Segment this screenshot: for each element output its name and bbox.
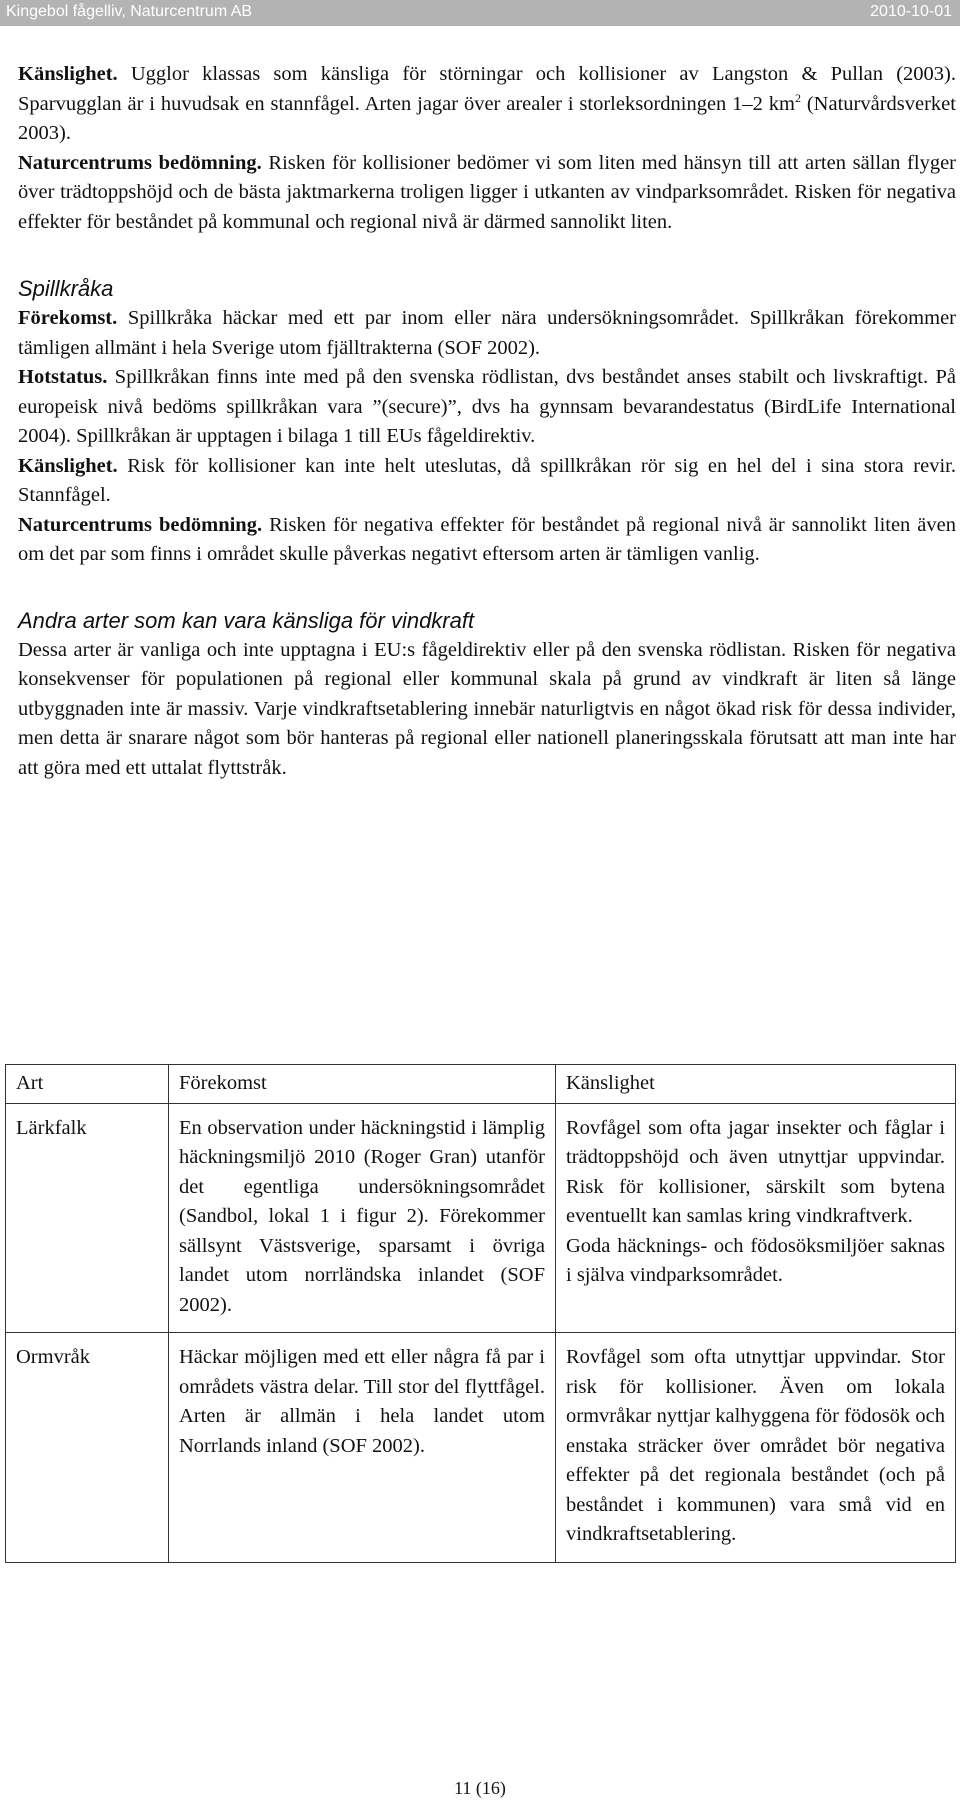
paragraph-forekomst <box>18 304 956 363</box>
paragraph-kanslighet-sparvuggla <box>18 60 956 149</box>
cell-forekomst: Häckar möjligen med ett eller några få par i områdets västra delar. Till stor del flyttfågel. Arten är allmän i hela landet utom Norrlands inland (SOF 2002). <box>169 1333 556 1563</box>
heading-spillkraka: Spillkråka <box>18 276 114 301</box>
cell-art: Lärkfalk <box>6 1103 169 1333</box>
table-header-row <box>6 1065 956 1104</box>
header-title: Kingebol fågelliv, Naturcentrum AB <box>6 3 253 20</box>
text-hotstatus: Spillkråkan finns inte med på den svenska rödlistan, dvs beståndet anses stabilt och livskraftigt. På europeisk nivå bedöms spillkråkan vara ”(secure)”, dvs ha gynnsam bevarandestatus (BirdLife International 2004). Spillkråkan är upptagen i bilaga 1 till EUs fågeldirektiv. <box>18 366 956 447</box>
cell-art: Ormvråk <box>6 1333 169 1563</box>
heading-andra-arter: Andra arter som kan vara känsliga för vindkraft <box>18 607 475 633</box>
text-kanslighet-2: Risk för kollisioner kan inte helt uteslutas, då spillkråkan rör sig en hel del i sina stora revir. Stannfågel. <box>18 454 956 506</box>
cell-kanslighet-part-2: Goda häcknings- och födosöksmiljöer saknas i själva vindparksområdet. <box>566 1234 945 1286</box>
text-kanslighet: Ugglor klassas som känsliga för störningar och kollisioner av Langston & Pullan (2003). Sparvugglan är i huvudsak en stannfågel. Arten jagar över arealer i storleksordningen 1–2 km <box>18 63 956 115</box>
cell-kanslighet <box>556 1103 956 1333</box>
superscript-2: 2 <box>794 90 801 105</box>
table-row <box>6 1103 956 1333</box>
column-header-forekomst: Förekomst <box>169 1065 556 1104</box>
cell-kanslighet: Rovfågel som ofta utnyttjar uppvindar. Stor risk för kollisioner. Även om lokala ormvråkar nyttjar kalhyggena för födosök och enstaka sträcker över området bör negativa effekter på det regionala beståndet (och på beståndet i kommunen) vara små vid en vindkraftsetablering. <box>556 1333 956 1563</box>
document-body <box>18 60 956 783</box>
page-number: 11 (16) <box>454 1778 506 1798</box>
text-forekomst: Spillkråka häckar med ett par inom eller nära undersökningsområdet. Spillkråkan förekommer tämligen allmänt i hela Sverige utom fjälltrakterna (SOF 2002). <box>18 307 956 359</box>
paragraph-bedomning-spillkraka <box>18 511 956 570</box>
text-bedomning: Risken för kollisioner bedömer vi som liten med hänsyn till att arten sällan flyger över trädtoppshöjd och de bästa jaktmarkerna troligen ligger i utkanten av vindparksområdet. Risken för negativa effekter för beståndet på kommunal och regional nivå är därmed sannolikt liten. <box>18 151 957 233</box>
table-row <box>6 1333 956 1563</box>
label-forekomst: Förekomst. <box>18 307 118 329</box>
cell-forekomst: En observation under häckningstid i lämplig häckningsmiljö 2010 (Roger Gran) utanför det egentliga undersökningsområdet (Sandbol, lokal 1 i figur 2). Förekommer sällsynt Västsverige, sparsamt i övriga landet utom norrländska inlandet (SOF 2002). <box>169 1103 556 1333</box>
paragraph-kanslighet-spillkraka <box>18 452 956 511</box>
label-kanslighet-2: Känslighet. <box>18 454 118 477</box>
page-header <box>0 0 960 26</box>
header-date: 2010-10-01 <box>870 3 952 20</box>
column-header-kanslighet: Känslighet <box>556 1065 956 1104</box>
paragraph-hotstatus <box>18 363 956 452</box>
text-kanslighet-end: (Naturvårdsverket 2003). <box>18 92 956 144</box>
species-table <box>5 1064 956 1563</box>
paragraph-andra-arter: Dessa arter är vanliga och inte upptagna i EU:s fågeldirektiv eller på den svenska rödlistan. Risken för negativa konsekvenser för populationen på regional eller kommunal skala på grund av vindkraft är liten så länge utbyggnaden inte är massiv. Varje vindkraftsetablering innebär naturligtvis en något ökad risk för dessa individer, men detta är snarare något som bör hanteras på regional eller nationell planeringsskala förutsatt att man inte har att göra med ett uttalat flyttstråk. <box>18 638 956 779</box>
label-bedomning-2: Naturcentrums bedömning. <box>18 513 263 536</box>
label-bedomning: Naturcentrums bedömning. <box>18 151 262 174</box>
label-hotstatus: Hotstatus. <box>18 366 108 388</box>
cell-kanslighet-part-1: Rovfågel som ofta jagar insekter och fåglar i trädtoppshöjd och även utnyttjar uppvindar. Risk för kollisioner, särskilt som bytena eventuellt kan samlas kring vindkraftverk. <box>566 1116 945 1227</box>
label-kanslighet: Känslighet. <box>18 63 118 85</box>
column-header-art: Art <box>6 1065 169 1104</box>
text-bedomning-2: Risken för negativa effekter för beståndet på regional nivå är sannolikt liten även om det par som finns i området skulle påverkas negativt eftersom arten är tämligen vanlig. <box>18 513 956 565</box>
paragraph-bedomning-sparvuggla <box>18 149 956 238</box>
